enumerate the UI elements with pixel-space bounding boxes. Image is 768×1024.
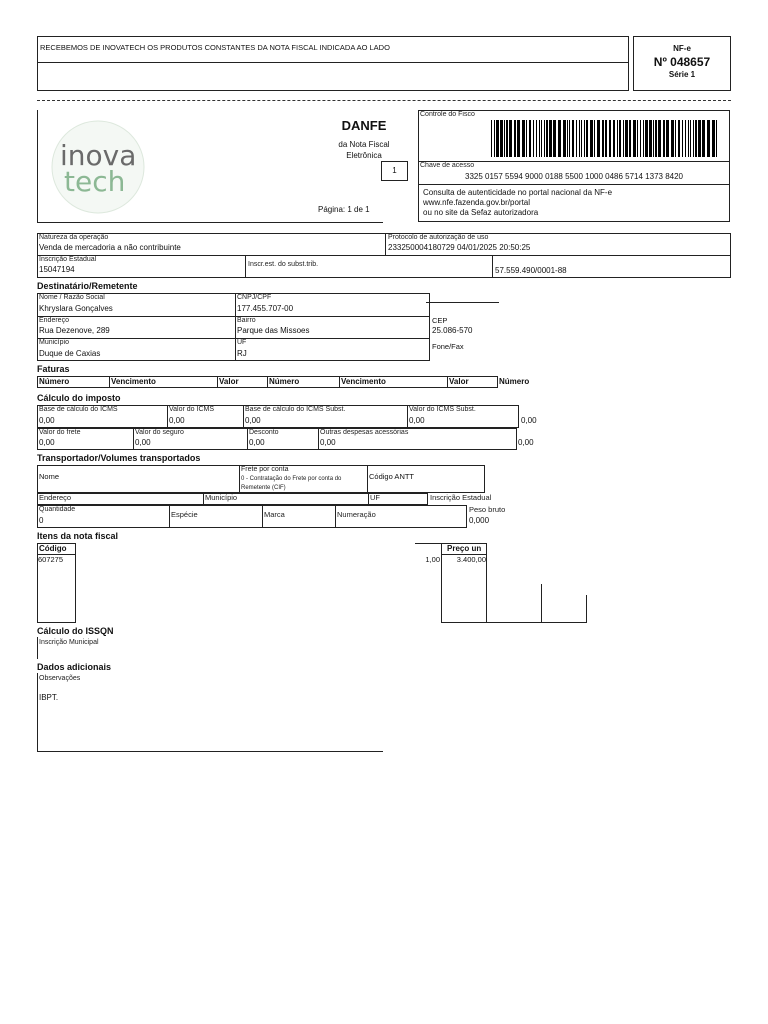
emitente-vdiv-1 — [385, 233, 386, 255]
faturas-title: Faturas — [37, 364, 70, 374]
peso-value: 0,000 — [469, 516, 490, 525]
obs-value: IBPT. — [39, 693, 59, 702]
chave-value: 3325 0157 5594 9000 0188 5500 1000 0486 5714 1373 8420 — [465, 172, 683, 181]
canhoto-divider — [37, 62, 629, 63]
imp-r1-extra-value: 0,00 — [521, 416, 537, 425]
valor-icms-label: Valor do ICMS — [169, 406, 214, 413]
transp-endereco-label: Endereço — [39, 493, 72, 502]
transp-uf-label: UF — [370, 493, 380, 502]
dest-divider-1 — [37, 316, 430, 317]
header-bottom-line — [37, 222, 383, 223]
transporte-title: Transportador/Volumes transportados — [37, 453, 201, 463]
barcode-icon — [491, 120, 719, 157]
page-indicator: Página: 1 de 1 — [318, 205, 370, 214]
bairro-label: Bairro — [237, 317, 256, 324]
valor-icms-value: 0,00 — [169, 416, 185, 425]
fat-header-valor-1: Valor — [219, 377, 239, 386]
protocolo-label: Protocolo de autorização de uso — [388, 234, 489, 241]
fone-label: Fone/Fax — [432, 342, 464, 351]
nome-label: Nome / Razão Social — [39, 294, 105, 301]
base-icms-st-value: 0,00 — [245, 416, 261, 425]
frete-label: Valor do frete — [39, 429, 81, 436]
fat-header-vencimento-2: Vencimento — [341, 377, 386, 386]
fat-header-numero-3: Número — [499, 377, 530, 386]
obs-label: Observações — [39, 675, 81, 682]
fat-header-valor-2: Valor — [449, 377, 469, 386]
issqn-left-border — [37, 637, 38, 659]
item-preco: 3.400,00 — [456, 555, 486, 564]
desconto-value: 0,00 — [249, 438, 265, 447]
frete-value: 0,00 — [39, 438, 55, 447]
bairro-value: Parque das Missoes — [237, 326, 310, 335]
logo-inova: inova — [60, 139, 137, 172]
item-codigo: 607275 — [38, 555, 64, 564]
trans-r1-vdiv-1 — [239, 465, 240, 493]
cpf-label: CNPJ/CPF — [237, 294, 272, 301]
base-icms-value: 0,00 — [39, 416, 55, 425]
ie-label: Inscrição Estadual — [39, 256, 97, 263]
peso-label: Peso bruto — [469, 505, 506, 514]
dest-vdiv — [235, 293, 236, 361]
fat-vdiv-2 — [217, 376, 218, 388]
itens-codigo-header: Código — [39, 544, 67, 553]
cut-line — [37, 100, 731, 101]
company-logo — [50, 120, 146, 214]
marca-label: Marca — [264, 510, 285, 519]
fiscal-divider-2 — [418, 184, 730, 185]
imp-r2-vdiv-2 — [247, 428, 248, 450]
trans-r3-vdiv-3 — [335, 505, 336, 528]
item-quantidade: 1,00 — [425, 555, 440, 564]
emitente-vdiv-2 — [245, 255, 246, 278]
nfe-number: Nº 048657 — [653, 55, 711, 69]
desconto-label: Desconto — [249, 429, 279, 436]
nome-value: Khryslara Gonçalves — [39, 304, 113, 313]
trans-r3-vdiv-2 — [262, 505, 263, 528]
frete-conta-label: Frete por conta — [241, 466, 289, 473]
adicionais-bottom-line — [37, 751, 383, 752]
logo-tech: tech — [64, 165, 126, 198]
adicionais-left-border — [37, 673, 38, 752]
imp-r1-vdiv-2 — [243, 405, 244, 428]
natureza-label: Natureza da operação — [39, 234, 109, 241]
endereco-value: Rua Dezenove, 289 — [39, 326, 110, 335]
base-icms-label: Base de cálculo do ICMS — [39, 406, 118, 413]
itens-qty-header-line — [415, 543, 441, 544]
imp-r1-vdiv-1 — [167, 405, 168, 428]
frete-conta-value-1: 0 - Contratação do Frete por conta do — [241, 476, 342, 482]
uf-value: RJ — [237, 349, 247, 358]
antt-label: Código ANTT — [369, 472, 415, 481]
emitente-vdiv-3 — [492, 255, 493, 278]
consulta-line-3: ou no site da Sefaz autorizadora — [423, 208, 539, 217]
fat-vdiv-1 — [109, 376, 110, 388]
consulta-line-2: www.nfe.fazenda.gov.br/portal — [423, 198, 531, 207]
imp-r2-extra-value: 0,00 — [518, 438, 534, 447]
numeracao-label: Numeração — [337, 510, 376, 519]
danfe-subtitle-1: da Nota Fiscal — [338, 140, 390, 149]
chave-label: Chave de acesso — [420, 162, 475, 169]
seguro-value: 0,00 — [135, 438, 151, 447]
fat-header-vencimento-1: Vencimento — [111, 377, 156, 386]
ie-value: 15047194 — [39, 265, 75, 274]
emitente-divider — [37, 255, 731, 256]
itens-extra-vdiv-2 — [586, 595, 587, 622]
outras-despesas-value: 0,00 — [320, 438, 336, 447]
issqn-title: Cálculo do ISSQN — [37, 626, 114, 636]
fat-vdiv-5 — [447, 376, 448, 388]
controle-label: Controle do Fisco — [420, 111, 475, 118]
quantidade-value: 0 — [39, 516, 44, 525]
canhoto-text: RECEBEMOS DE INOVATECH OS PRODUTOS CONSTANTES DA NOTA FISCAL INDICADA AO LADO — [40, 43, 390, 52]
especie-label: Espécie — [171, 510, 198, 519]
fat-header-numero-1: Número — [39, 377, 70, 386]
natureza-value: Venda de mercadoria a não contribuinte — [39, 243, 181, 252]
frete-conta-value-2: Remetente (CIF) — [241, 485, 286, 491]
trans-r1-vdiv-2 — [367, 465, 368, 493]
imposto-title: Cálculo do imposto — [37, 393, 121, 403]
trans-r3-vdiv-1 — [169, 505, 170, 528]
dest-extra-line — [426, 302, 499, 303]
transp-ie-label: Inscrição Estadual — [430, 493, 492, 502]
imp-r1-vdiv-3 — [407, 405, 408, 428]
imp-r2-vdiv-1 — [133, 428, 134, 450]
imp-r2-vdiv-3 — [318, 428, 319, 450]
emitente-cnpj: 57.559.490/0001-88 — [495, 266, 567, 275]
itens-extra-bottom — [487, 622, 587, 623]
fat-vdiv-3 — [267, 376, 268, 388]
transporte-row3-box — [37, 505, 467, 528]
issqn-im-label: Inscrição Municipal — [39, 639, 99, 646]
uf-label: UF — [237, 339, 247, 346]
municipio-value: Duque de Caxias — [39, 349, 101, 358]
transp-municipio-label: Município — [205, 493, 238, 502]
adicionais-title: Dados adicionais — [37, 662, 112, 672]
trans-r2-vdiv-2 — [368, 493, 369, 505]
header-left-border — [37, 110, 38, 222]
cep-value: 25.086-570 — [432, 326, 473, 335]
trans-r2-vdiv-1 — [203, 493, 204, 505]
seguro-label: Valor do seguro — [135, 429, 184, 436]
danfe-title: DANFE — [341, 118, 387, 133]
dest-divider-2 — [37, 338, 430, 339]
cpf-value: 177.455.707-00 — [237, 304, 294, 313]
base-icms-st-label: Base de cálculo do ICMS Subst. — [245, 406, 346, 413]
destinatario-title: Destinatário/Remetente — [37, 281, 138, 291]
quantidade-label: Quantidade — [39, 506, 76, 513]
ie-st-label: Inscr.est. do subst.trib. — [248, 261, 319, 268]
nfe-serie: Série 1 — [668, 70, 696, 79]
endereco-label: Endereço — [39, 317, 69, 324]
consulta-line-1: Consulta de autenticidade no portal nacional da NF-e — [423, 188, 613, 197]
valor-icms-st-label: Valor do ICMS Subst. — [409, 406, 476, 413]
outras-despesas-label: Outras despesas acessórias — [320, 429, 409, 436]
fat-header-numero-2: Número — [269, 377, 300, 386]
tipo-value: 1 — [392, 166, 397, 175]
valor-icms-st-value: 0,00 — [409, 416, 425, 425]
itens-title: Itens da nota fiscal — [37, 531, 119, 541]
protocolo-value: 233250004180729 04/01/2025 20:50:25 — [388, 243, 531, 252]
transp-nome-label: Nome — [39, 472, 60, 481]
itens-extra-vdiv-1 — [541, 584, 542, 622]
fat-vdiv-4 — [339, 376, 340, 388]
danfe-subtitle-2: Eletrônica — [346, 151, 382, 160]
cep-label: CEP — [432, 316, 448, 325]
nfe-label: NF-e — [673, 44, 691, 53]
municipio-label: Município — [39, 339, 69, 346]
itens-preco-header: Preço un — [447, 544, 482, 553]
